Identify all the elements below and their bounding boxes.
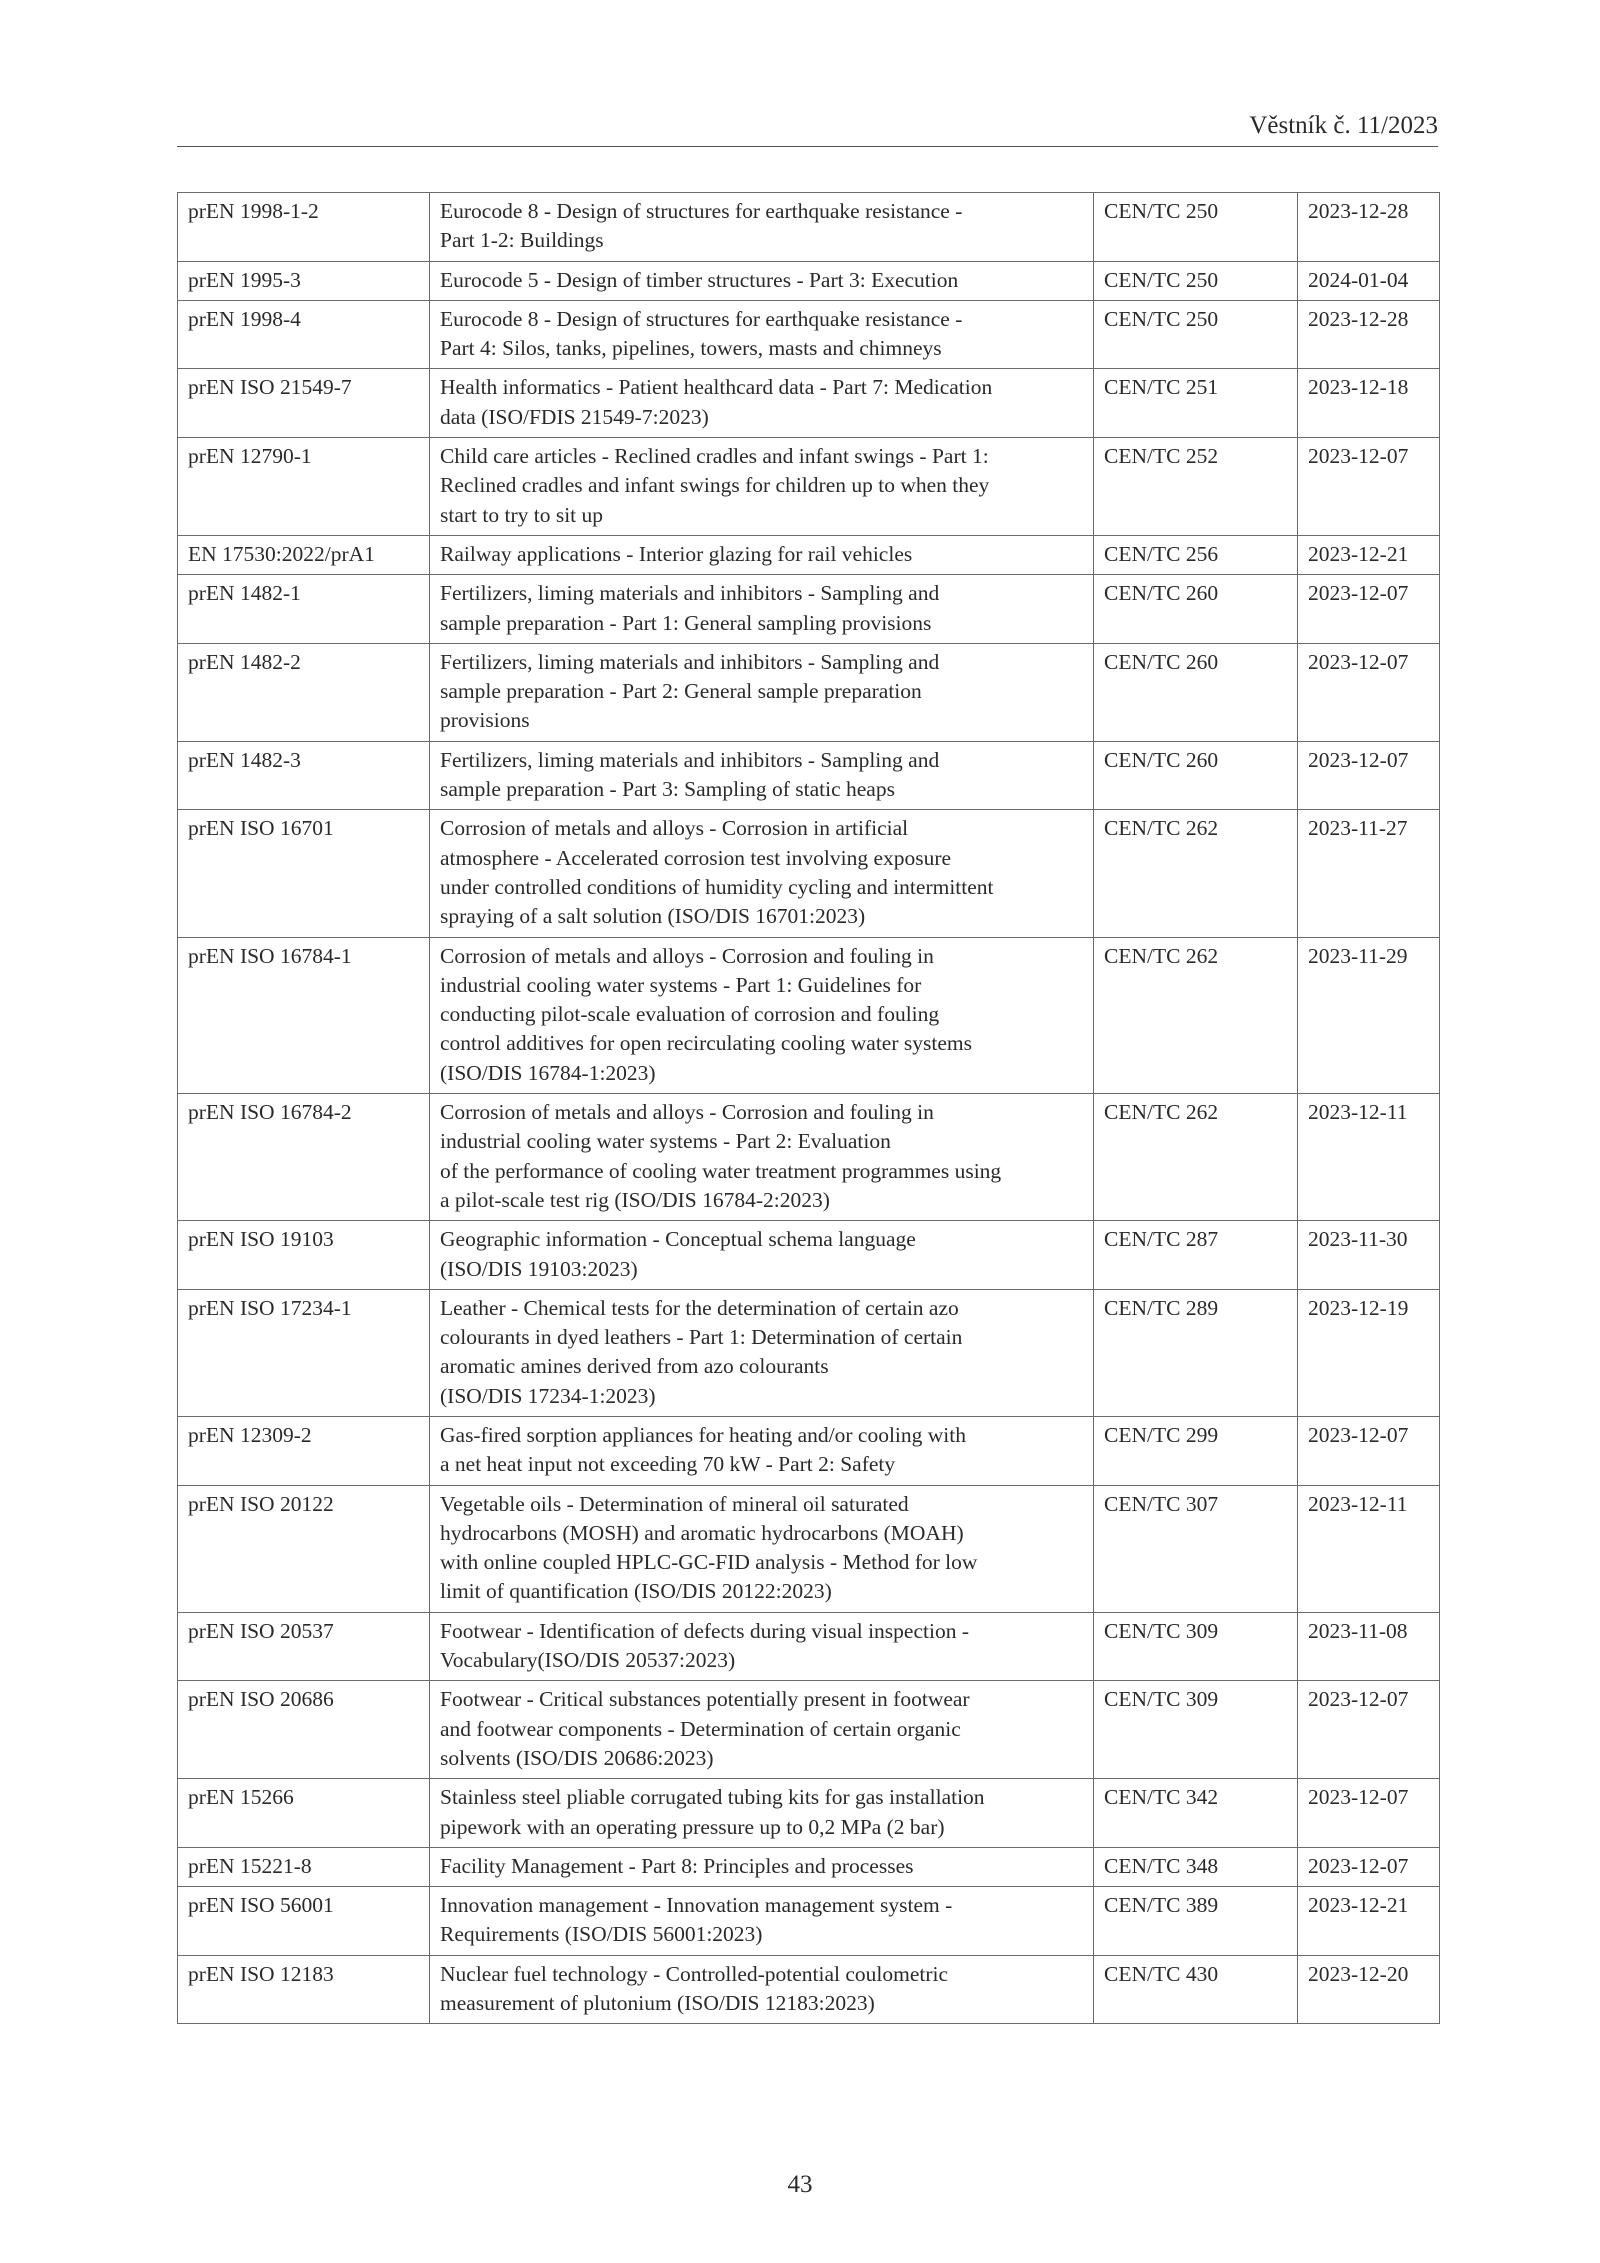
committee-cell: CEN/TC 287 [1094, 1221, 1298, 1290]
committee-cell: CEN/TC 260 [1094, 741, 1298, 810]
table-row [178, 575, 1440, 644]
committee-cell: CEN/TC 430 [1094, 1955, 1298, 2024]
table-row [178, 741, 1440, 810]
standard-code-cell: prEN 15221-8 [178, 1847, 430, 1886]
deadline-date-cell: 2023-12-28 [1298, 193, 1440, 262]
standard-code-cell: prEN 1998-4 [178, 300, 430, 369]
standard-code-cell: prEN ISO 21549-7 [178, 369, 430, 438]
table-row [178, 369, 1440, 438]
standard-title-cell: Innovation management - Innovation management system - Requirements (ISO/DIS 56001:2023) [430, 1887, 1094, 1956]
deadline-date-cell: 2023-12-07 [1298, 438, 1440, 536]
table-row [178, 1681, 1440, 1779]
deadline-date-cell: 2023-11-30 [1298, 1221, 1440, 1290]
table-row [178, 1416, 1440, 1485]
standard-title-cell: Footwear - Critical substances potentially present in footwear and footwear components - Determination of certain organic solvents (ISO/DIS 20686:2023) [430, 1681, 1094, 1779]
standard-title-cell: Leather - Chemical tests for the determination of certain azo colourants in dyed leathers - Part 1: Determination of certain aromatic amines derived from azo colourants (ISO/DIS 17234-1:2023) [430, 1289, 1094, 1416]
standard-title-cell: Eurocode 5 - Design of timber structures - Part 3: Execution [430, 261, 1094, 300]
standard-title-cell: Vegetable oils - Determination of mineral oil saturated hydrocarbons (MOSH) and aromatic hydrocarbons (MOAH) with online coupled HPLC-GC-FID analysis - Method for low limit of quantification (ISO/DIS 20122:2023) [430, 1485, 1094, 1612]
standard-title-cell: Health informatics - Patient healthcard data - Part 7: Medication data (ISO/FDIS 21549-7:2023) [430, 369, 1094, 438]
standard-title-cell: Fertilizers, liming materials and inhibitors - Sampling and sample preparation - Part 1: General sampling provisions [430, 575, 1094, 644]
standard-code-cell: prEN 1998-1-2 [178, 193, 430, 262]
standard-title-cell: Geographic information - Conceptual schema language (ISO/DIS 19103:2023) [430, 1221, 1094, 1290]
table-row [178, 1094, 1440, 1221]
committee-cell: CEN/TC 250 [1094, 261, 1298, 300]
standard-title-cell: Nuclear fuel technology - Controlled-potential coulometric measurement of plutonium (ISO/DIS 12183:2023) [430, 1955, 1094, 2024]
standard-code-cell: prEN 12790-1 [178, 438, 430, 536]
deadline-date-cell: 2023-12-11 [1298, 1485, 1440, 1612]
standard-code-cell: prEN ISO 20686 [178, 1681, 430, 1779]
deadline-date-cell: 2023-12-07 [1298, 741, 1440, 810]
table-row [178, 1221, 1440, 1290]
committee-cell: CEN/TC 262 [1094, 937, 1298, 1093]
standard-title-cell: Corrosion of metals and alloys - Corrosion and fouling in industrial cooling water systems - Part 2: Evaluation of the performance of cooling water treatment programmes using a pilot-scale test rig (ISO/DIS 16784-2:2023) [430, 1094, 1094, 1221]
standard-code-cell: prEN ISO 17234-1 [178, 1289, 430, 1416]
deadline-date-cell: 2023-12-21 [1298, 1887, 1440, 1956]
table-row [178, 1289, 1440, 1416]
committee-cell: CEN/TC 299 [1094, 1416, 1298, 1485]
committee-cell: CEN/TC 260 [1094, 643, 1298, 741]
table-row [178, 535, 1440, 574]
standard-title-cell: Gas-fired sorption appliances for heating and/or cooling with a net heat input not exceeding 70 kW - Part 2: Safety [430, 1416, 1094, 1485]
table-row [178, 1612, 1440, 1681]
standard-code-cell: prEN 15266 [178, 1779, 430, 1848]
committee-cell: CEN/TC 250 [1094, 300, 1298, 369]
deadline-date-cell: 2023-11-08 [1298, 1612, 1440, 1681]
deadline-date-cell: 2023-12-21 [1298, 535, 1440, 574]
committee-cell: CEN/TC 342 [1094, 1779, 1298, 1848]
standard-code-cell: prEN ISO 20537 [178, 1612, 430, 1681]
deadline-date-cell: 2023-12-07 [1298, 1779, 1440, 1848]
deadline-date-cell: 2023-12-11 [1298, 1094, 1440, 1221]
standard-code-cell: prEN 1482-2 [178, 643, 430, 741]
standard-title-cell: Eurocode 8 - Design of structures for earthquake resistance - Part 4: Silos, tanks, pipelines, towers, masts and chimneys [430, 300, 1094, 369]
standard-title-cell: Fertilizers, liming materials and inhibitors - Sampling and sample preparation - Part 3: Sampling of static heaps [430, 741, 1094, 810]
standard-code-cell: prEN ISO 20122 [178, 1485, 430, 1612]
standards-table-body [178, 193, 1440, 2024]
standard-code-cell: prEN 1482-3 [178, 741, 430, 810]
standard-title-cell: Footwear - Identification of defects during visual inspection - Vocabulary(ISO/DIS 20537:2023) [430, 1612, 1094, 1681]
committee-cell: CEN/TC 307 [1094, 1485, 1298, 1612]
bulletin-title: Věstník č. 11/2023 [1249, 112, 1438, 139]
standard-code-cell: prEN ISO 56001 [178, 1887, 430, 1956]
table-row [178, 1955, 1440, 2024]
deadline-date-cell: 2023-11-29 [1298, 937, 1440, 1093]
committee-cell: CEN/TC 348 [1094, 1847, 1298, 1886]
committee-cell: CEN/TC 260 [1094, 575, 1298, 644]
deadline-date-cell: 2023-12-28 [1298, 300, 1440, 369]
standard-code-cell: prEN ISO 12183 [178, 1955, 430, 2024]
deadline-date-cell: 2023-12-07 [1298, 643, 1440, 741]
deadline-date-cell: 2023-12-07 [1298, 1847, 1440, 1886]
table-row [178, 193, 1440, 262]
committee-cell: CEN/TC 251 [1094, 369, 1298, 438]
standard-code-cell: prEN ISO 16784-1 [178, 937, 430, 1093]
standard-code-cell: prEN 1995-3 [178, 261, 430, 300]
standard-title-cell: Child care articles - Reclined cradles and infant swings - Part 1: Reclined cradles and infant swings for children up to when they start to try to sit up [430, 438, 1094, 536]
committee-cell: CEN/TC 262 [1094, 810, 1298, 937]
table-row [178, 438, 1440, 536]
page-number: 43 [787, 2171, 813, 2198]
table-row [178, 1485, 1440, 1612]
table-row [178, 1779, 1440, 1848]
table-row [178, 261, 1440, 300]
standard-title-cell: Stainless steel pliable corrugated tubing kits for gas installation pipework with an operating pressure up to 0,2 MPa (2 bar) [430, 1779, 1094, 1848]
committee-cell: CEN/TC 250 [1094, 193, 1298, 262]
table-row [178, 1887, 1440, 1956]
standard-title-cell: Corrosion of metals and alloys - Corrosion and fouling in industrial cooling water systems - Part 1: Guidelines for conducting pilot-scale evaluation of corrosion and fouling control additives for open recirculating cooling water systems (ISO/DIS 16784-1:2023) [430, 937, 1094, 1093]
committee-cell: CEN/TC 262 [1094, 1094, 1298, 1221]
standard-title-cell: Railway applications - Interior glazing for rail vehicles [430, 535, 1094, 574]
table-row [178, 1847, 1440, 1886]
standard-code-cell: prEN ISO 19103 [178, 1221, 430, 1290]
standard-code-cell: prEN ISO 16701 [178, 810, 430, 937]
committee-cell: CEN/TC 256 [1094, 535, 1298, 574]
committee-cell: CEN/TC 289 [1094, 1289, 1298, 1416]
committee-cell: CEN/TC 389 [1094, 1887, 1298, 1956]
committee-cell: CEN/TC 309 [1094, 1681, 1298, 1779]
standard-title-cell: Facility Management - Part 8: Principles and processes [430, 1847, 1094, 1886]
standard-code-cell: prEN ISO 16784-2 [178, 1094, 430, 1221]
standard-title-cell: Eurocode 8 - Design of structures for earthquake resistance - Part 1-2: Buildings [430, 193, 1094, 262]
standard-code-cell: prEN 12309-2 [178, 1416, 430, 1485]
deadline-date-cell: 2023-12-18 [1298, 369, 1440, 438]
standard-code-cell: EN 17530:2022/prA1 [178, 535, 430, 574]
standard-code-cell: prEN 1482-1 [178, 575, 430, 644]
deadline-date-cell: 2023-11-27 [1298, 810, 1440, 937]
deadline-date-cell: 2023-12-07 [1298, 1681, 1440, 1779]
table-row [178, 937, 1440, 1093]
standard-title-cell: Fertilizers, liming materials and inhibitors - Sampling and sample preparation - Part 2: General sample preparation provisions [430, 643, 1094, 741]
deadline-date-cell: 2023-12-07 [1298, 1416, 1440, 1485]
committee-cell: CEN/TC 252 [1094, 438, 1298, 536]
deadline-date-cell: 2024-01-04 [1298, 261, 1440, 300]
table-row [178, 643, 1440, 741]
deadline-date-cell: 2023-12-07 [1298, 575, 1440, 644]
table-row [178, 300, 1440, 369]
committee-cell: CEN/TC 309 [1094, 1612, 1298, 1681]
deadline-date-cell: 2023-12-20 [1298, 1955, 1440, 2024]
page-header [177, 112, 1438, 147]
table-row [178, 810, 1440, 937]
standards-table [177, 192, 1440, 2024]
deadline-date-cell: 2023-12-19 [1298, 1289, 1440, 1416]
standard-title-cell: Corrosion of metals and alloys - Corrosion in artificial atmosphere - Accelerated corrosion test involving exposure under controlled conditions of humidity cycling and intermittent spraying of a salt solution (ISO/DIS 16701:2023) [430, 810, 1094, 937]
